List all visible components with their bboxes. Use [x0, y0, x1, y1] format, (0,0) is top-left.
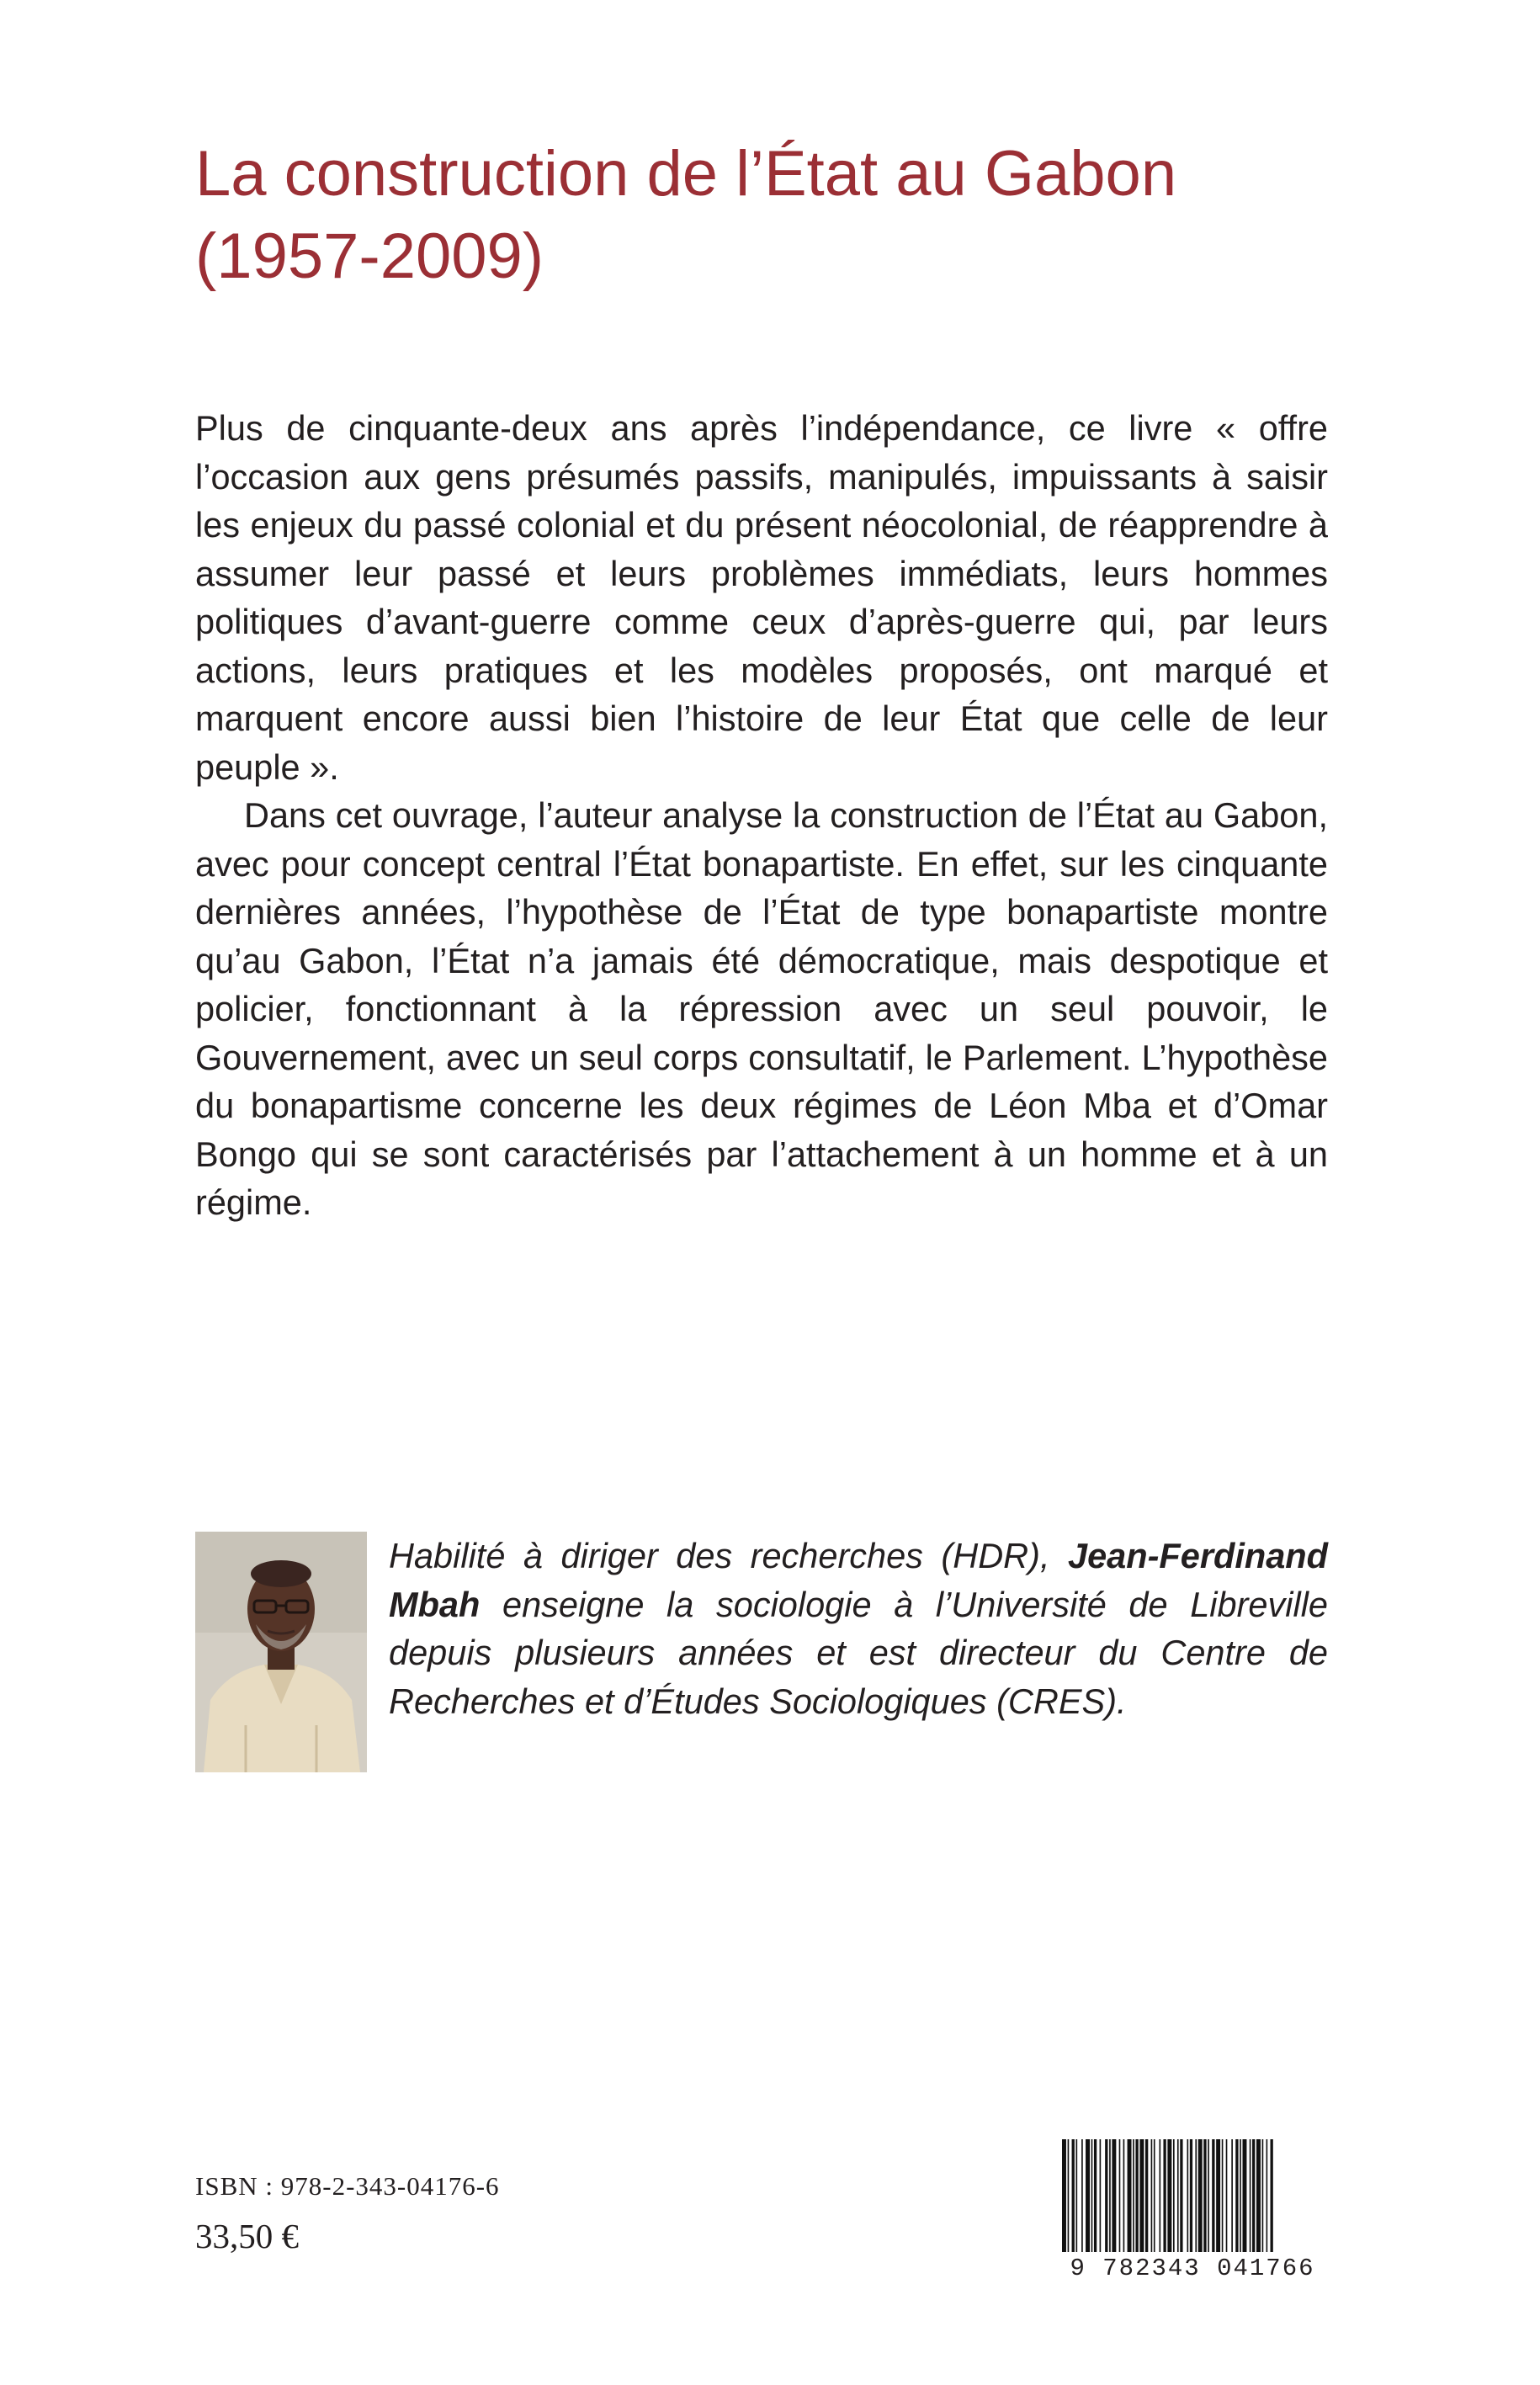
barcode-bar [1267, 2139, 1268, 2252]
barcode-bar [1076, 2139, 1078, 2252]
barcode-bar [1180, 2139, 1182, 2252]
barcode-bar [1091, 2139, 1093, 2252]
barcode-bar [1154, 2139, 1155, 2252]
barcode-bar [1240, 2139, 1241, 2252]
barcode-bar [1123, 2139, 1125, 2252]
barcode-bar [1100, 2139, 1102, 2252]
barcode-bar [1256, 2139, 1261, 2252]
barcode-bar [1163, 2139, 1166, 2252]
barcode-bar [1190, 2139, 1192, 2252]
barcode-bar [1062, 2139, 1066, 2252]
author-block [195, 1532, 1328, 1776]
barcode-bar [1139, 2139, 1144, 2252]
barcode-bar [1128, 2139, 1132, 2252]
barcode-bar [1173, 2139, 1175, 2252]
barcode-bar [1198, 2139, 1203, 2252]
barcode-bar [1235, 2139, 1238, 2252]
barcode-bar [1177, 2139, 1179, 2252]
barcode-bar [1109, 2139, 1111, 2252]
author-bio-prefix: Habilité à diriger des recherches (HDR), [389, 1536, 1068, 1575]
barcode-bar [1086, 2139, 1090, 2252]
barcode-bar [1135, 2139, 1138, 2252]
barcode-bar [1119, 2139, 1121, 2252]
blurb [195, 404, 1328, 1227]
barcode-bar [1081, 2139, 1083, 2252]
blurb-paragraph-2: Dans cet ouvrage, l’auteur analyse la construction de l’État au Gabon, avec pour concept central l’État bonapartiste. En effet, sur les cinquante dernières années, l’hypothèse de l’État de type bonapartiste montre qu’au Gabon, l’État n’a jamais été démocratique, mais despotique et policier, fonctionnant à la répression avec un seul pouvoir, le Gouvernement, avec un seul corps consultatif, le Parlement. L’hypothèse du bonapartisme concerne les deux régimes de Léon Mba et d’Omar Bongo qui se sont caractérisés par l’attachement à un homme et à un régime. [195, 795, 1328, 1222]
barcode-bars-image [1054, 2139, 1331, 2257]
barcode-bar [1216, 2139, 1220, 2252]
book-title-line-1: La construction de l’État au Gabon [195, 138, 1177, 210]
barcode-bar [1262, 2139, 1264, 2252]
barcode-bar [1072, 2139, 1075, 2252]
barcode-bar [1243, 2139, 1247, 2252]
author-bio-suffix: enseigne la sociologie à l’Université de Libreville depuis plusieurs années et est directeur du Centre de Recherches et d’Études Sociologiques (CRES). [389, 1584, 1328, 1721]
barcode-digits: 9 782343 041766 [1070, 2255, 1315, 2282]
barcode-bar [1145, 2139, 1148, 2252]
barcode-bar [1271, 2139, 1273, 2252]
barcode-bar [1167, 2139, 1171, 2252]
barcode-bar [1212, 2139, 1214, 2252]
barcode-bar [1151, 2139, 1153, 2252]
barcode-bar [1112, 2139, 1116, 2252]
price: 33,50 € [195, 2217, 299, 2255]
barcode-bar [1222, 2139, 1224, 2252]
barcode-bar [1231, 2139, 1233, 2252]
author-portrait-image [195, 1532, 367, 1772]
barcode-bar [1203, 2139, 1206, 2252]
barcode [1054, 2139, 1331, 2291]
book-title [195, 133, 1415, 298]
barcode-bar [1195, 2139, 1197, 2252]
barcode-bar [1187, 2139, 1189, 2252]
barcode-bar [1250, 2139, 1251, 2252]
blurb-paragraph-1: Plus de cinquante-deux ans après l’indépendance, ce livre « offre l’occasion aux gens présumés passifs, manipulés, impuissants à saisir les enjeux du passé colonial et du présent néocolonial, de réapprendre à assumer leur passé et leurs problèmes immédiats, leurs hommes politiques d’avant-guerre comme ceux d’après-guerre qui, par leurs actions, leurs pratiques et les modèles proposés, ont marqué et marquent encore aussi bien l’histoire de leur État que celle de leur peuple ». [195, 408, 1328, 787]
isbn: ISBN : 978-2-343-04176-6 [195, 2171, 500, 2201]
author-name: Jean-Ferdinand Mbah [389, 1536, 1328, 1624]
author-photo [195, 1532, 367, 1772]
book-title-line-2: (1957-2009) [195, 220, 544, 292]
barcode-bar [1226, 2139, 1228, 2252]
barcode-bar [1068, 2139, 1070, 2252]
barcode-bar [1094, 2139, 1097, 2252]
barcode-bar [1208, 2139, 1209, 2252]
barcode-bar [1105, 2139, 1107, 2252]
barcode-bar [1160, 2139, 1161, 2252]
barcode-bar [1252, 2139, 1255, 2252]
author-bio [389, 1532, 1328, 1725]
barcode-bar [1133, 2139, 1134, 2252]
